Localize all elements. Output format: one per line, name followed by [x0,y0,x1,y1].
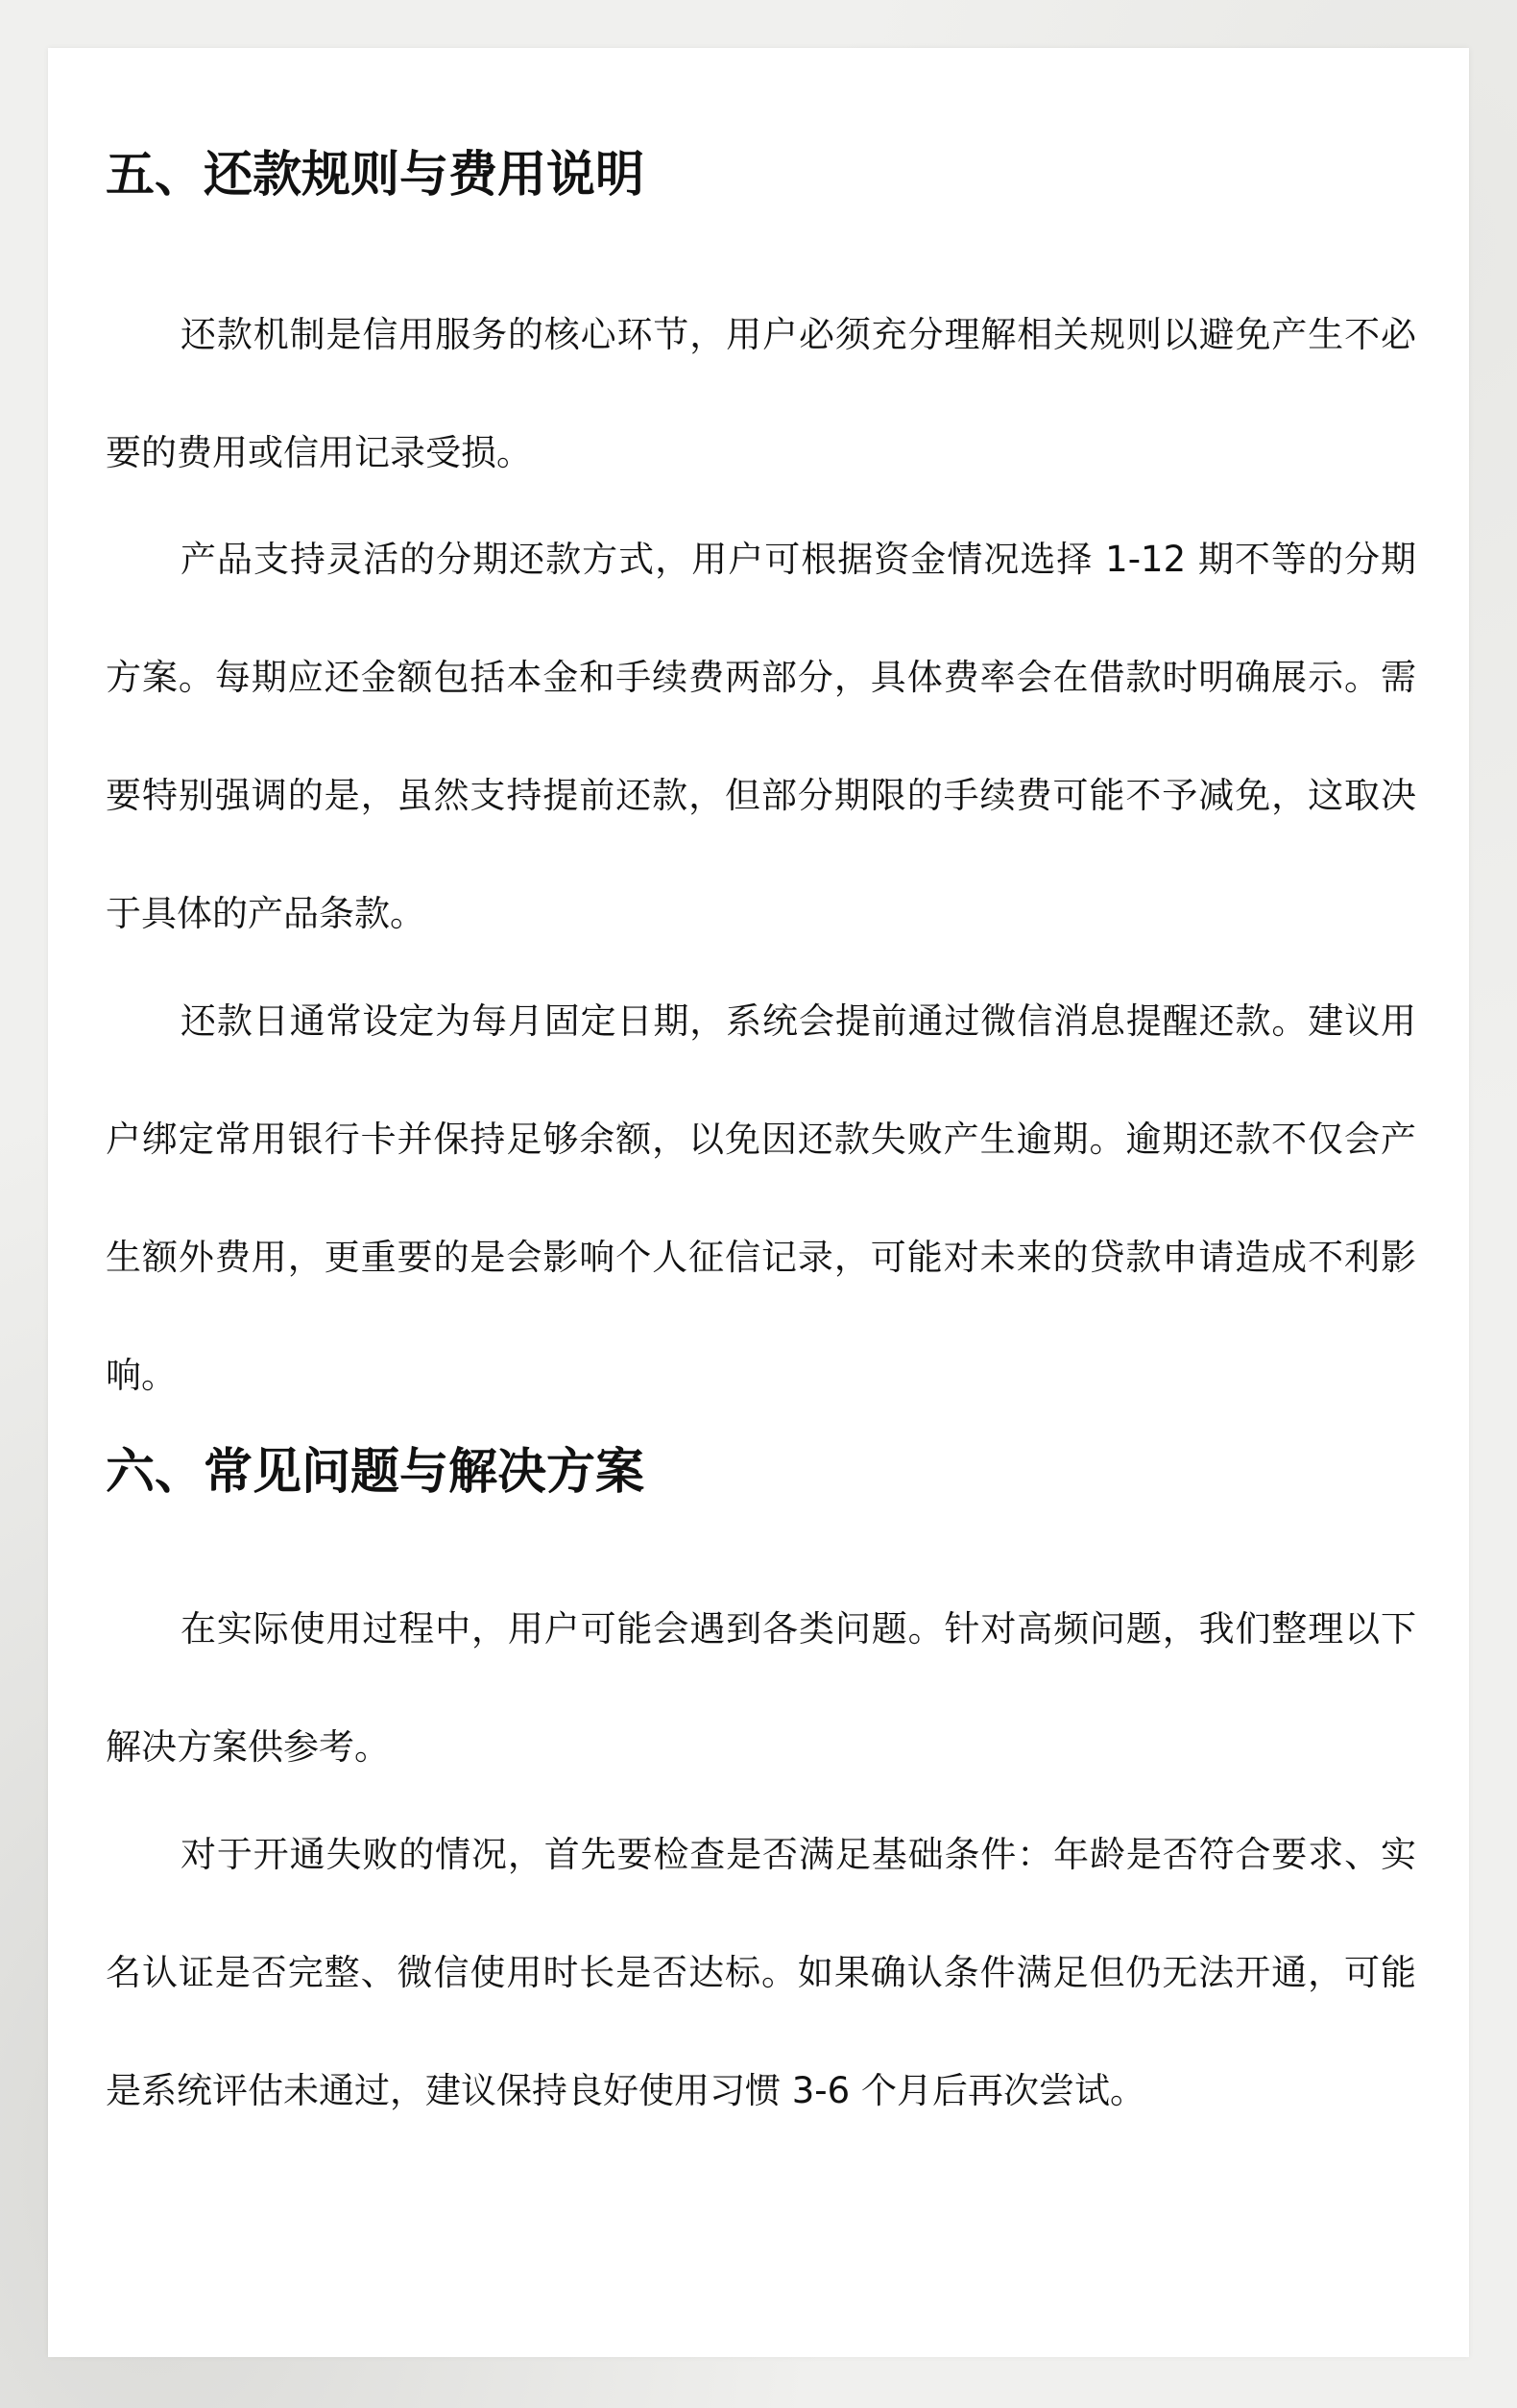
paragraph-repayment-intro: 还款机制是信用服务的核心环节，用户必须充分理解相关规则以避免产生不必要的费用或信用记录受损。 [106,314,1416,473]
document-page [48,48,1469,2357]
section-heading-repayment: 五、还款规则与费用说明 [106,147,645,204]
section-heading-faq: 六、常见问题与解决方案 [106,1444,645,1501]
paragraph-due-date: 还款日通常设定为每月固定日期，系统会提前通过微信消息提醒还款。建议用户绑定常用银行卡并保持足够余额，以免因还款失败产生逾期。逾期还款不仅会产生额外费用，更重要的是会影响个人征信记录，可能对未来的贷款申请造成不利影响。 [106,1000,1416,1396]
paragraph-installment: 产品支持灵活的分期还款方式，用户可根据资金情况选择 1-12 期不等的分期方案。每期应还金额包括本金和手续费两部分，具体费率会在借款时明确展示。需要特别强调的是，虽然支持提前还款，但部分期限的手续费可能不予减免，这取决于具体的产品条款。 [106,539,1416,934]
paragraph-activation-failure: 对于开通失败的情况，首先要检查是否满足基础条件：年龄是否符合要求、实名认证是否完整、微信使用时长是否达标。如果确认条件满足但仍无法开通，可能是系统评估未通过，建议保持良好使用习惯 3-6 个月后再次尝试。 [106,1834,1416,2111]
paragraph-faq-intro: 在实际使用过程中，用户可能会遇到各类问题。针对高频问题，我们整理以下解决方案供参考。 [106,1608,1416,1768]
